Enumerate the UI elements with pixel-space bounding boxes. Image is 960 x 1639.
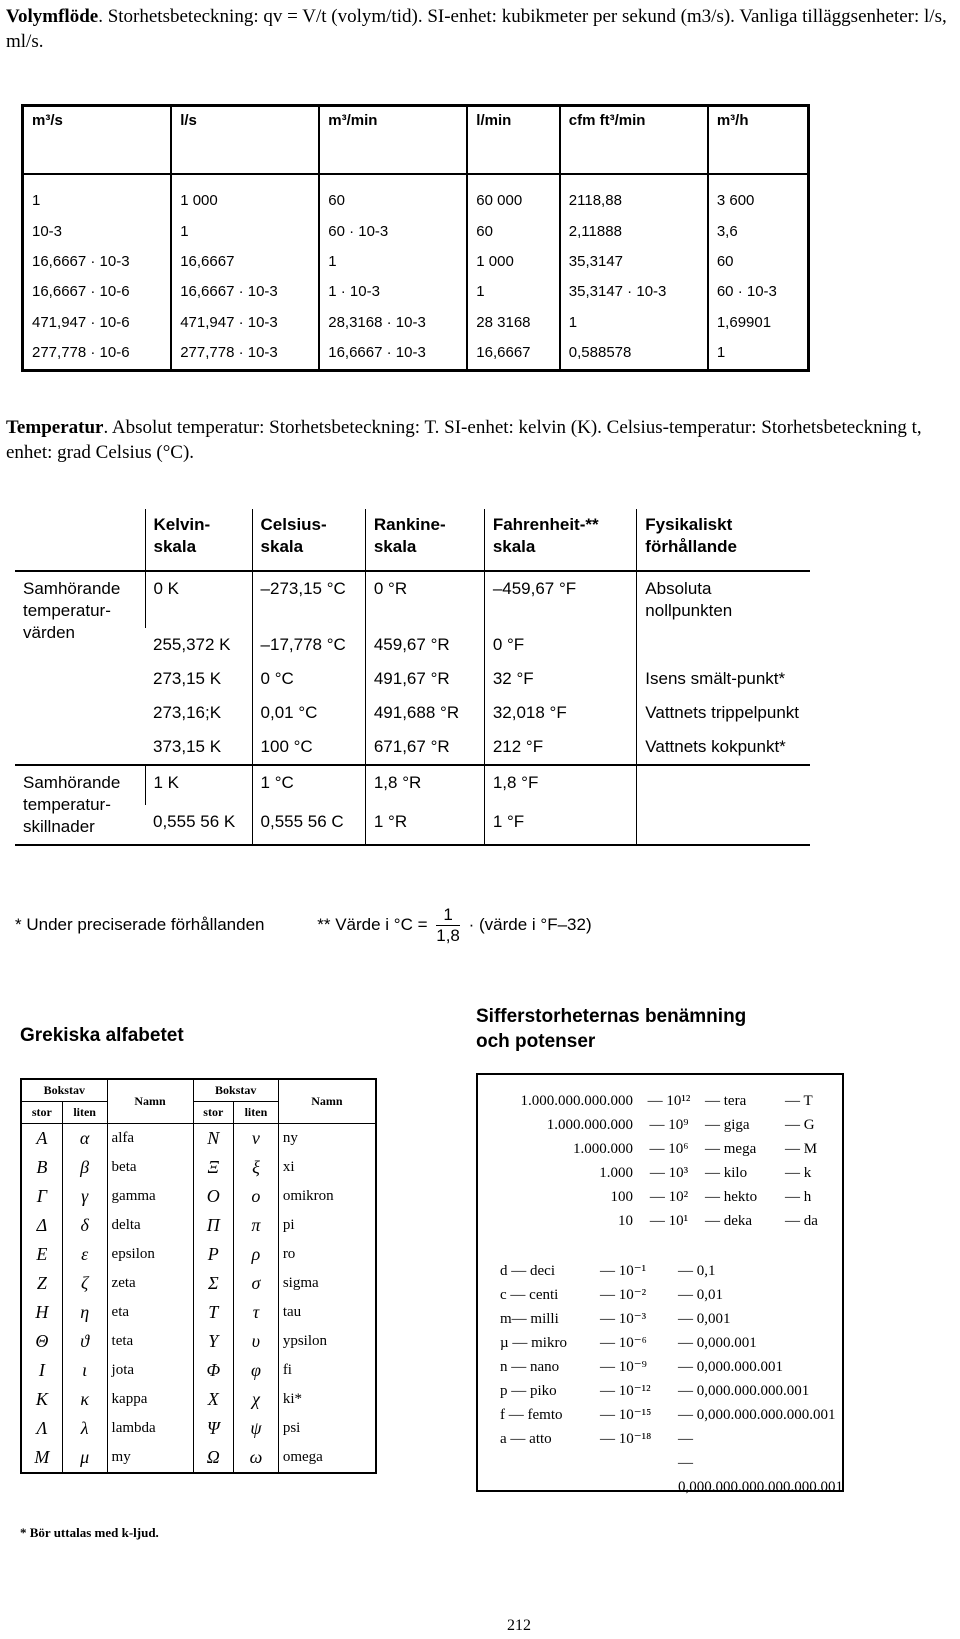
prefix-power: — 10⁻³ [600,1311,647,1327]
prefix-name: m— milli [500,1311,559,1327]
prefix-symbol: — h [785,1189,812,1205]
prefix-decimal: — 0,000.000.001 [678,1359,783,1375]
greek-row [21,1327,376,1356]
prefix-number: 1.000.000.000.000 [520,1093,633,1109]
temp-cell: 1,8 °F [484,765,636,805]
greek-note: * Bör uttalas med k-ljud. [20,1525,159,1540]
flow-cell: 1 000 [467,248,560,278]
prefix-row [500,1307,845,1331]
hdr-namn-left: Namn [107,1079,193,1124]
greek-lower-letter: μ [62,1443,107,1473]
prefix-name: c — centi [500,1287,559,1303]
greek-lower-letter: ω [234,1443,279,1473]
greek-lower-letter: γ [62,1182,107,1211]
greek-upper-letter: Δ [21,1211,62,1240]
prefix-row [500,1379,845,1403]
flow-cell: 35,3147 [560,248,708,278]
temp-cell: 0 K [145,571,252,628]
greek-name: gamma [107,1182,193,1211]
greek-name: ro [278,1240,376,1269]
prefix-decimal: — 0,1 [678,1263,716,1279]
greek-lower-letter: λ [62,1414,107,1443]
powers-title-line1: Sifferstorheternas benämning [476,1006,747,1027]
greek-lower-letter: ρ [234,1240,279,1269]
flow-cell: 1 [171,218,319,248]
hdr-bokstav-right: Bokstav [193,1079,278,1102]
flow-cell: 16,6667 [467,339,560,371]
flow-cell: 3 600 [708,174,809,219]
temp-header-cell: Rankine-skala [365,509,484,571]
temp-cell: 0,01 °C [252,696,365,730]
temp-header-cell [15,509,145,571]
prefix-name: — mega [705,1141,757,1157]
prefix-name: µ — mikro [500,1335,567,1351]
prefix-row [500,1283,845,1307]
greek-name: delta [107,1211,193,1240]
prefix-power: — 10⁻¹ [600,1263,647,1279]
hdr-liten-right: liten [234,1102,279,1124]
greek-lower-letter: ϑ [62,1327,107,1356]
temp-cell: 671,67 °R [365,730,484,765]
temperature-scale-table [15,509,810,846]
prefix-name: — tera [705,1093,747,1109]
hdr-namn-right: Namn [278,1079,376,1124]
flow-conversion-table [21,104,810,372]
temp-cell: 0,555 56 K [153,812,236,831]
temp-cell: Vattnets trippelpunkt [637,696,810,730]
prefix-number: 1.000.000 [573,1141,633,1157]
flow-cell: 10-3 [23,218,172,248]
powers-box [476,1073,844,1495]
greek-lower-letter: υ [234,1327,279,1356]
prefix-decimal: — [678,1431,693,1447]
flow-cell: 1 [708,339,809,371]
temp-diff-row [15,765,810,805]
prefix-power: — 10¹² [647,1093,691,1109]
greek-upper-letter: Π [193,1211,233,1240]
temperature-table-wrap [15,509,810,846]
greek-name: omega [278,1443,376,1473]
greek-upper-letter: Ν [193,1124,233,1154]
temp-cell: 0 °F [484,628,636,662]
prefix-decimal: — 0,01 [678,1287,723,1303]
flow-cell: 277,778 · 10-3 [171,339,319,371]
temp-cell: 491,67 °R [365,662,484,696]
flow-cell: 2118,88 [560,174,708,219]
flow-cell: 16,6667 · 10-3 [171,278,319,308]
greek-name: teta [107,1327,193,1356]
greek-upper-letter: Κ [21,1385,62,1414]
flow-table-row [23,248,809,278]
temp-cell [637,805,810,845]
greek-title: Grekiska alfabetet [20,1025,184,1046]
temp-cell: 1 °C [252,765,365,805]
flow-header-cell: cfm ft³/min [560,106,708,174]
flow-table-row [23,278,809,308]
temperature-notes [15,905,815,946]
prefix-symbol: — T [785,1093,813,1109]
greek-upper-letter: Υ [193,1327,233,1356]
flow-header-cell: m³/s [23,106,172,174]
prefix-row [500,1403,845,1427]
prefix-number: 10 [618,1213,633,1229]
temp-header-cell: Kelvin-skala [145,509,252,571]
greek-name: lambda [107,1414,193,1443]
hdr-bokstav-left: Bokstav [21,1079,107,1102]
greek-upper-letter: Μ [21,1443,62,1473]
greek-row [21,1211,376,1240]
hdr-liten-left: liten [62,1102,107,1124]
prefix-power: — 10⁻¹² [600,1383,651,1399]
prefix-power: — 10⁻⁶ [600,1335,647,1351]
greek-name: alfa [107,1124,193,1154]
greek-upper-letter: Ι [21,1356,62,1385]
temp-cell: –459,67 °F [484,571,636,628]
temp-cell: 1 °R [365,805,484,845]
temp-cell: 32,018 °F [484,696,636,730]
greek-name: fi [278,1356,376,1385]
greek-name: ypsilon [278,1327,376,1356]
flow-table-row [23,309,809,339]
flow-cell: 2,11888 [560,218,708,248]
prefix-name: a — atto [500,1431,552,1447]
greek-name: eta [107,1298,193,1327]
prefix-number: 1.000 [599,1165,633,1181]
prefix-decimal: — 0,000.000.000.000.000.001 [678,1455,843,1495]
prefix-decimal: — 0,000.001 [678,1335,757,1351]
volume-flow-text: . Storhetsbeteckning: qv = V/t (volym/tid). SI-enhet: kubikmeter per sekund (m3/s). Vanliga tilläggsenheter: l/s, ml/s. [6,6,947,52]
greek-upper-letter: Ω [193,1443,233,1473]
prefix-power: — 10⁻¹⁸ [600,1431,652,1447]
prefix-symbol: — k [785,1165,812,1181]
greek-name: sigma [278,1269,376,1298]
prefix-row [488,1209,833,1233]
temp-cell: 1 K [145,765,252,805]
hdr-stor-right: stor [193,1102,233,1124]
prefix-upper-list [488,1089,833,1233]
temp-cell: 459,67 °R [365,628,484,662]
prefix-row [488,1089,833,1113]
temp-table-row [15,571,810,628]
greek-lower-letter: σ [234,1269,279,1298]
powers-title [476,1004,746,1054]
greek-row [21,1240,376,1269]
note-preciserade: * Under preciserade förhållanden [15,914,265,934]
flow-table-row [23,339,809,371]
greek-lower-letter: ε [62,1240,107,1269]
flow-cell: 1 [467,278,560,308]
temp-cell [637,628,810,662]
temp-cell: 273,16;K [153,703,222,722]
greek-upper-letter: Τ [193,1298,233,1327]
flow-cell: 16,6667 [171,248,319,278]
greek-row [21,1269,376,1298]
temp-cell: Absoluta nollpunkten [637,571,810,628]
greek-name: jota [107,1356,193,1385]
flow-cell: 471,947 · 10-6 [23,309,172,339]
greek-lower-letter: ι [62,1356,107,1385]
greek-row [21,1153,376,1182]
prefix-power: — 10² [649,1189,689,1205]
greek-lower-letter: φ [234,1356,279,1385]
prefix-row [488,1113,833,1137]
prefix-decimal: — 0,000.000.000.001 [678,1383,810,1399]
flow-cell: 35,3147 · 10-3 [560,278,708,308]
powers-title-line2: och potenser [476,1031,596,1052]
greek-name: omikron [278,1182,376,1211]
greek-name: pi [278,1211,376,1240]
greek-upper-letter: Χ [193,1385,233,1414]
greek-lower-letter: α [62,1124,107,1154]
prefix-power: — 10⁹ [649,1117,689,1133]
prefix-name: — deka [705,1213,753,1229]
flow-cell: 1 000 [171,174,319,219]
temp-cell: Vattnets kokpunkt* [637,730,810,765]
prefix-lower-list [500,1259,845,1495]
prefix-row [500,1427,845,1451]
greek-lower-letter: δ [62,1211,107,1240]
flow-header-cell: m³/h [708,106,809,174]
prefix-name [500,1451,600,1475]
volume-flow-paragraph [6,4,956,54]
greek-lower-letter: ο [234,1182,279,1211]
greek-alphabet-table [20,1078,377,1474]
greek-row [21,1182,376,1211]
prefix-row [488,1137,833,1161]
temp-header-cell: Fysikaliskt förhållande [637,509,810,571]
temp-cell: 273,15 K [153,669,222,688]
prefix-symbol: — G [785,1117,815,1133]
greek-name: my [107,1443,193,1473]
prefix-row [500,1355,845,1379]
page-number: 212 [507,1617,531,1634]
temp-cell: 212 °F [484,730,636,765]
flow-header-cell: m³/min [319,106,467,174]
temp-cell: –17,778 °C [252,628,365,662]
greek-upper-letter: Ψ [193,1414,233,1443]
greek-name: psi [278,1414,376,1443]
greek-lower-letter: η [62,1298,107,1327]
greek-lower-letter: κ [62,1385,107,1414]
temp-cell: 32 °F [484,662,636,696]
temp-cell: 0 °C [252,662,365,696]
flow-cell: 60 · 10-3 [708,278,809,308]
prefix-row [488,1185,833,1209]
greek-upper-letter: Ξ [193,1153,233,1182]
greek-lower-letter: χ [234,1385,279,1414]
greek-name: kappa [107,1385,193,1414]
hdr-stor-left: stor [21,1102,62,1124]
greek-lower-letter: β [62,1153,107,1182]
greek-lower-letter: τ [234,1298,279,1327]
greek-lower-letter: ξ [234,1153,279,1182]
prefix-power: — 10⁻² [600,1287,647,1303]
prefix-name: — hekto [705,1189,758,1205]
flow-cell: 60 [319,174,467,219]
greek-upper-letter: Φ [193,1356,233,1385]
prefix-power: — 10⁶ [649,1141,689,1157]
greek-row [21,1385,376,1414]
flow-cell: 28,3168 · 10-3 [319,309,467,339]
greek-lower-letter: π [234,1211,279,1240]
prefix-name: — giga [705,1117,750,1133]
greek-name: tau [278,1298,376,1327]
temp-cell: 1 °F [484,805,636,845]
temp-cell: 491,688 °R [365,696,484,730]
flow-table-row [23,174,809,219]
prefix-row [500,1259,845,1283]
greek-upper-letter: Ο [193,1182,233,1211]
formula-numerator: 1 [436,905,460,926]
greek-upper-letter: Ρ [193,1240,233,1269]
prefix-power [600,1451,678,1475]
greek-row [21,1124,376,1154]
flow-cell: 1 [319,248,467,278]
temp-cell: 1,8 °R [365,765,484,805]
prefix-power: — 10¹ [649,1213,689,1229]
prefix-name: d — deci [500,1263,555,1279]
flow-table-row [23,218,809,248]
prefix-power: — 10⁻¹⁵ [600,1407,652,1423]
greek-name: epsilon [107,1240,193,1269]
flow-cell: 1,69901 [708,309,809,339]
greek-row [21,1298,376,1327]
prefix-row [488,1161,833,1185]
greek-row [21,1443,376,1473]
temp-cell: 0 °R [365,571,484,628]
greek-row [21,1356,376,1385]
greek-name: ki* [278,1385,376,1414]
flow-cell: 60 · 10-3 [319,218,467,248]
greek-name: beta [107,1153,193,1182]
greek-name: zeta [107,1269,193,1298]
volume-flow-title: Volymflöde [6,6,99,27]
flow-header-cell: l/s [171,106,319,174]
temp-cell: 373,15 K [153,737,222,756]
greek-lower-letter: ζ [62,1269,107,1298]
prefix-number: 1.000.000.000 [546,1117,633,1133]
greek-upper-letter: Α [21,1124,62,1154]
prefix-symbol: — M [785,1141,818,1157]
flow-header-cell: l/min [467,106,560,174]
flow-cell: 277,778 · 10-6 [23,339,172,371]
flow-cell: 16,6667 · 10-6 [23,278,172,308]
greek-upper-letter: Γ [21,1182,62,1211]
prefix-row [500,1331,845,1355]
greek-lower-letter: ν [234,1124,279,1154]
flow-cell: 1 [560,309,708,339]
prefix-decimal: — 0,001 [678,1311,731,1327]
flow-cell: 1 [23,174,172,219]
greek-lower-letter: ψ [234,1414,279,1443]
temp-cell: 255,372 K [153,635,231,654]
flow-cell: 16,6667 · 10-3 [319,339,467,371]
prefix-name: f — femto [500,1407,563,1423]
prefix-name: n — nano [500,1359,560,1375]
temp-group-label: Samhörande temperatur-värden [23,579,121,642]
prefix-number: 100 [610,1189,633,1205]
prefix-symbol: — da [785,1213,818,1229]
temperature-title: Temperatur [6,417,104,438]
formula-denominator: 1,8 [436,926,460,945]
flow-cell: 16,6667 · 10-3 [23,248,172,278]
prefix-power: — 10⁻⁹ [600,1359,647,1375]
greek-upper-letter: Λ [21,1414,62,1443]
formula-fraction [436,905,460,946]
greek-row [21,1414,376,1443]
temp-cell: 0,555 56 C [252,805,365,845]
flow-cell: 471,947 · 10-3 [171,309,319,339]
temperature-paragraph [6,415,956,465]
flow-cell: 1 · 10-3 [319,278,467,308]
temp-header-cell: Fahrenheit-** skala [484,509,636,571]
note-celsius-formula [317,905,592,945]
formula-suffix: · (värde i °F–32) [468,914,592,934]
greek-upper-letter: Θ [21,1327,62,1356]
temp-cell: –273,15 °C [252,571,365,628]
temperature-text: . Absolut temperatur: Storhetsbeteckning: T. SI-enhet: kelvin (K). Celsius-temperatur: Storhetsbeteckning t, enhet: grad Celsius (°C). [6,417,922,463]
greek-upper-letter: Ζ [21,1269,62,1298]
prefix-name: p — piko [500,1383,557,1399]
prefix-name: — kilo [705,1165,748,1181]
prefix-row [500,1451,845,1495]
prefix-power: — 10³ [649,1165,689,1181]
prefix-decimal: — 0,000.000.000.000.001 [678,1407,836,1423]
formula-prefix: ** Värde i °C = [317,914,428,934]
greek-upper-letter: Σ [193,1269,233,1298]
temp-cell: Isens smält-punkt* [637,662,810,696]
flow-cell: 28 3168 [467,309,560,339]
flow-cell: 60 [467,218,560,248]
greek-name: ny [278,1124,376,1154]
greek-upper-letter: Ε [21,1240,62,1269]
temp-cell: 100 °C [252,730,365,765]
greek-upper-letter: Β [21,1153,62,1182]
greek-name: xi [278,1153,376,1182]
flow-cell: 60 000 [467,174,560,219]
temp-header-cell: Celsius-skala [252,509,365,571]
greek-upper-letter: Η [21,1298,62,1327]
temp-group-label: Samhörande temperatur-skillnader [15,765,145,845]
flow-cell: 0,588578 [560,339,708,371]
flow-cell: 60 [708,248,809,278]
temp-cell [637,765,810,805]
flow-cell: 3,6 [708,218,809,248]
